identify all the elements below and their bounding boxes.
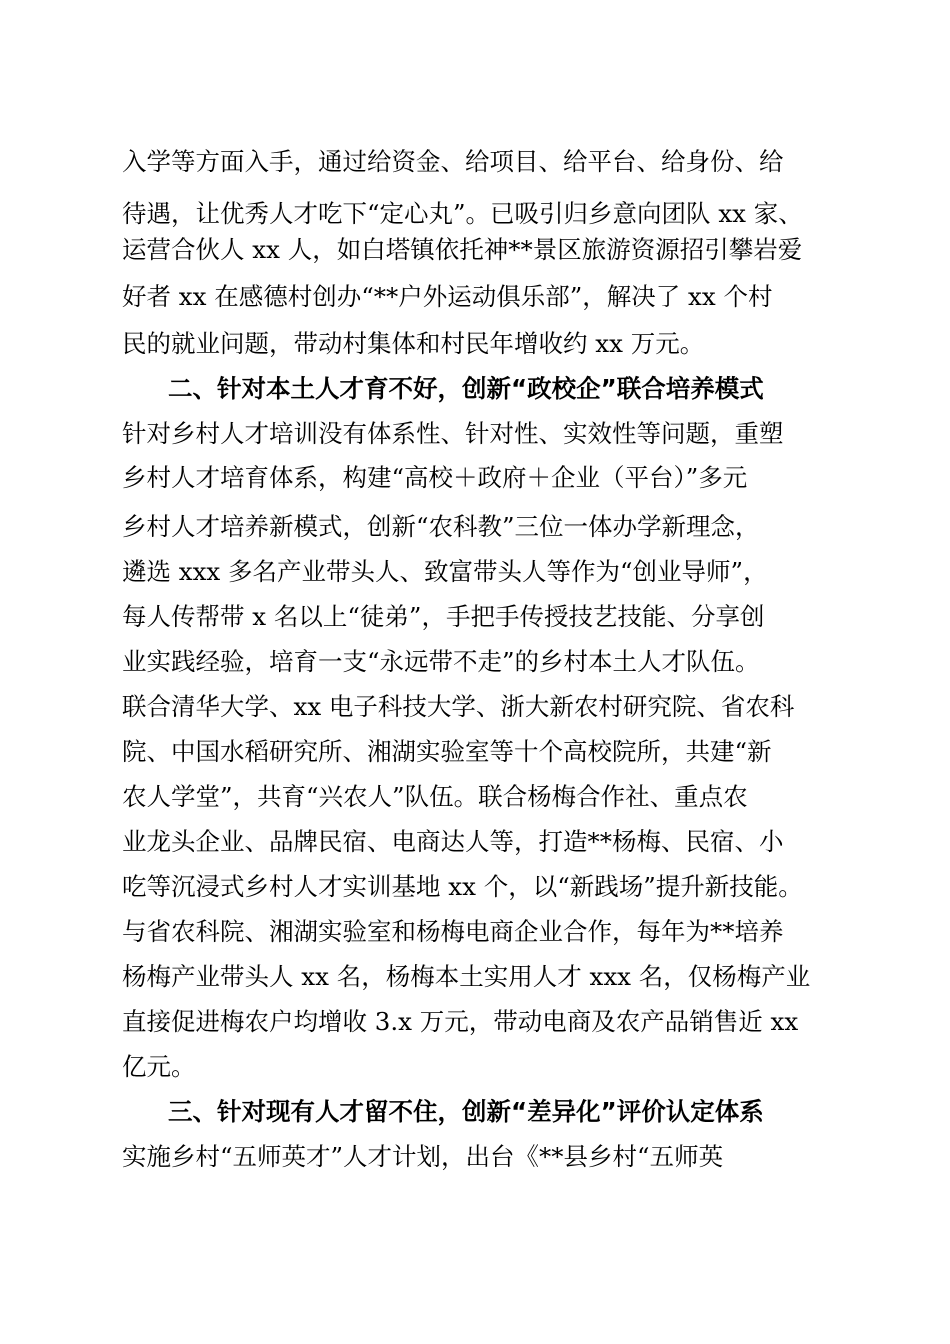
body-text-line: 每人传帮带 x 名以上“徒弟”，手把手传授技艺技能、分享创 [122, 602, 765, 631]
body-text-line: 农人学堂”，共育“兴农人”队伍。联合杨梅合作社、重点农 [122, 782, 748, 811]
body-text-line: 运营合伙人 xx 人，如白塔镇依托神**景区旅游资源招引攀岩爱 [122, 235, 803, 264]
body-text-line: 亿元。 [122, 1052, 196, 1081]
body-text-line: 好者 xx 在感德村创办“**户外运动俱乐部”，解决了 xx 个村 [122, 282, 773, 311]
body-text-line: 直接促进梅农户均增收 3.x 万元，带动电商及农产品销售近 xx [122, 1007, 799, 1036]
body-text-line: 联合清华大学、xx 电子科技大学、浙大新农村研究院、省农科 [122, 692, 795, 721]
body-text-line: 民的就业问题，带动村集体和村民年增收约 xx 万元。 [122, 329, 705, 358]
body-text-line: 业实践经验，培育一支“永远带不走”的乡村本土人才队伍。 [122, 647, 760, 676]
body-text-line: 业龙头企业、品牌民宿、电商达人等，打造**杨梅、民宿、小 [122, 827, 784, 856]
body-text-line: 遴选 xxx 多名产业带头人、致富带头人等作为“创业导师”， [122, 557, 768, 586]
section-heading-2: 二、针对本土人才育不好，创新“政校企”联合培养模式 [168, 374, 764, 403]
body-text-line: 乡村人才培养新模式，创新“农科教”三位一体办学新理念， [122, 512, 760, 541]
body-text-line: 针对乡村人才培训没有体系性、针对性、实效性等问题，重塑 [122, 419, 784, 448]
body-text-line: 待遇，让优秀人才吃下“定心丸”。已吸引归乡意向团队 xx 家、 [122, 199, 803, 228]
section-heading-3: 三、针对现有人才留不住，创新“差异化”评价认定体系 [168, 1097, 764, 1126]
body-text-line: 吃等沉浸式乡村人才实训基地 xx 个，以“新践场”提升新技能。 [122, 872, 803, 901]
body-text-line: 乡村人才培育体系，构建“高校＋政府＋企业（平台）”多元 [122, 463, 748, 492]
body-text-line: 实施乡村“五师英才”人才计划，出台《**县乡村“五师英 [122, 1142, 724, 1171]
body-text-line: 院、中国水稻研究所、湘湖实验室等十个高校院所，共建“新 [122, 737, 772, 766]
body-text-line: 杨梅产业带头人 xx 名，杨梅本土实用人才 xxx 名，仅杨梅产业 [122, 962, 811, 991]
body-text-line: 入学等方面入手，通过给资金、给项目、给平台、给身份、给 [122, 147, 784, 176]
body-text-line: 与省农科院、湘湖实验室和杨梅电商企业合作，每年为**培养 [122, 917, 784, 946]
